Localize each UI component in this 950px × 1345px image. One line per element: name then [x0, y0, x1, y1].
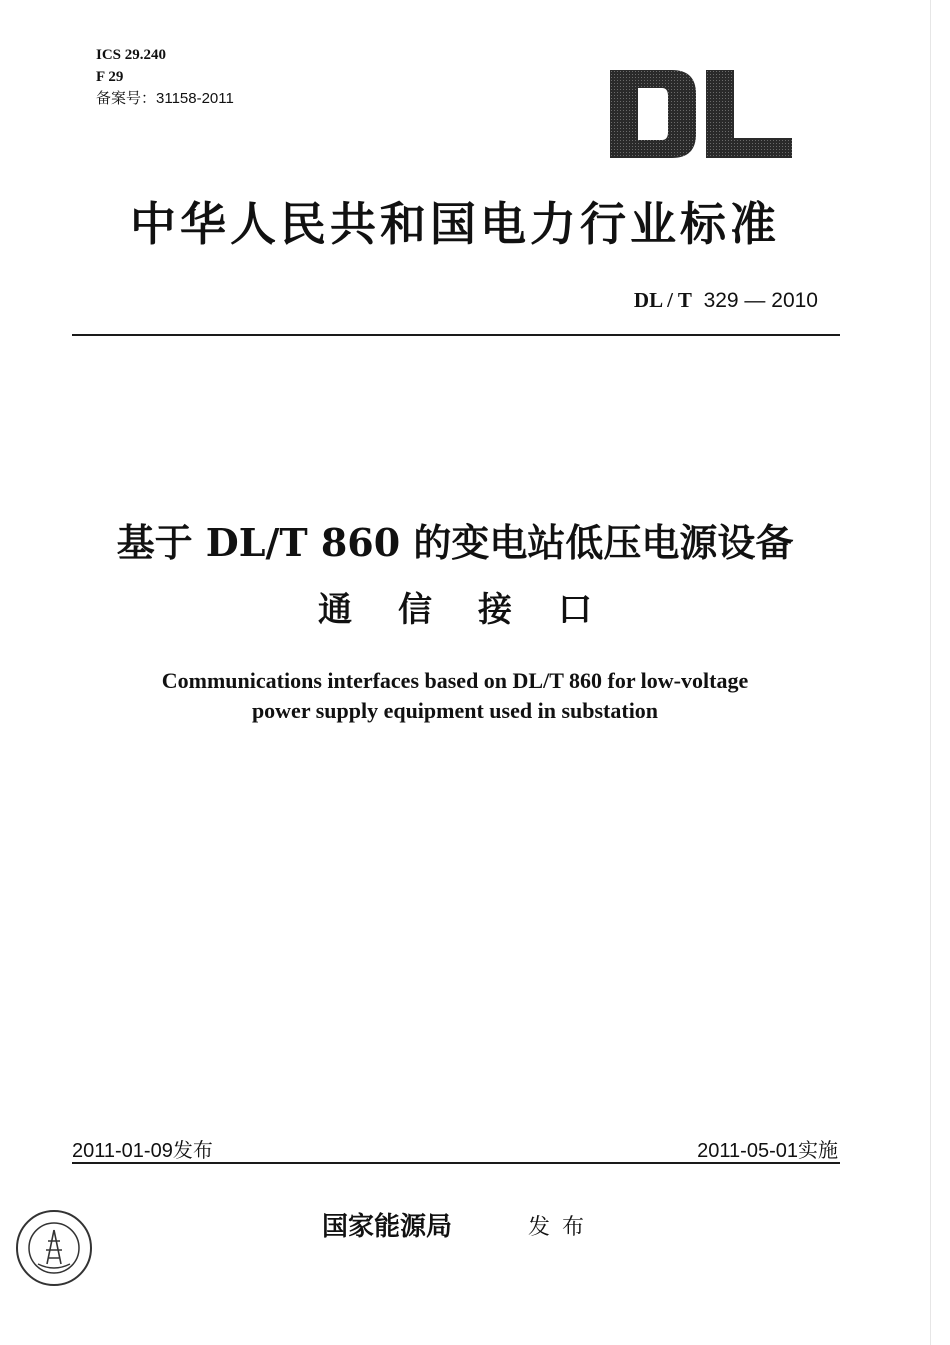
record-number: 备案号：31158-2011	[96, 90, 234, 107]
title-chinese-line2: 通信接口	[318, 590, 638, 630]
industry-standard-title: 中华人民共和国电力行业标准	[130, 197, 780, 251]
issue-label: 发布	[528, 1215, 597, 1240]
header-rule	[72, 334, 840, 336]
title-english-line2: power supply equipment used in substation	[251, 698, 659, 723]
footer-rule	[72, 1162, 840, 1164]
issuing-authority: 国家能源局	[322, 1212, 453, 1242]
publish-date: 2011-01-09发布	[72, 1140, 213, 1162]
publisher-seal-icon	[14, 1208, 94, 1288]
title-chinese-line1: 基于 DL/T 860 的变电站低压电源设备	[116, 520, 794, 565]
title-english-line1: Communications interfaces based on DL/T 860 for low-voltage	[161, 668, 749, 693]
dl-logo	[610, 70, 792, 158]
implement-date: 2011-05-01实施	[697, 1140, 838, 1162]
scan-edge	[930, 0, 931, 1345]
ccs-code: F 29	[96, 69, 124, 85]
standard-number	[634, 288, 818, 313]
title-english	[0, 666, 910, 726]
ics-code: ICS 29.240	[96, 47, 167, 63]
classification-block	[96, 44, 234, 110]
standard-prefix: DL / T	[633, 288, 692, 312]
standard-code: 329 — 2010	[703, 289, 818, 312]
logo-letter-d	[610, 70, 696, 158]
logo-letter-l	[706, 70, 792, 158]
